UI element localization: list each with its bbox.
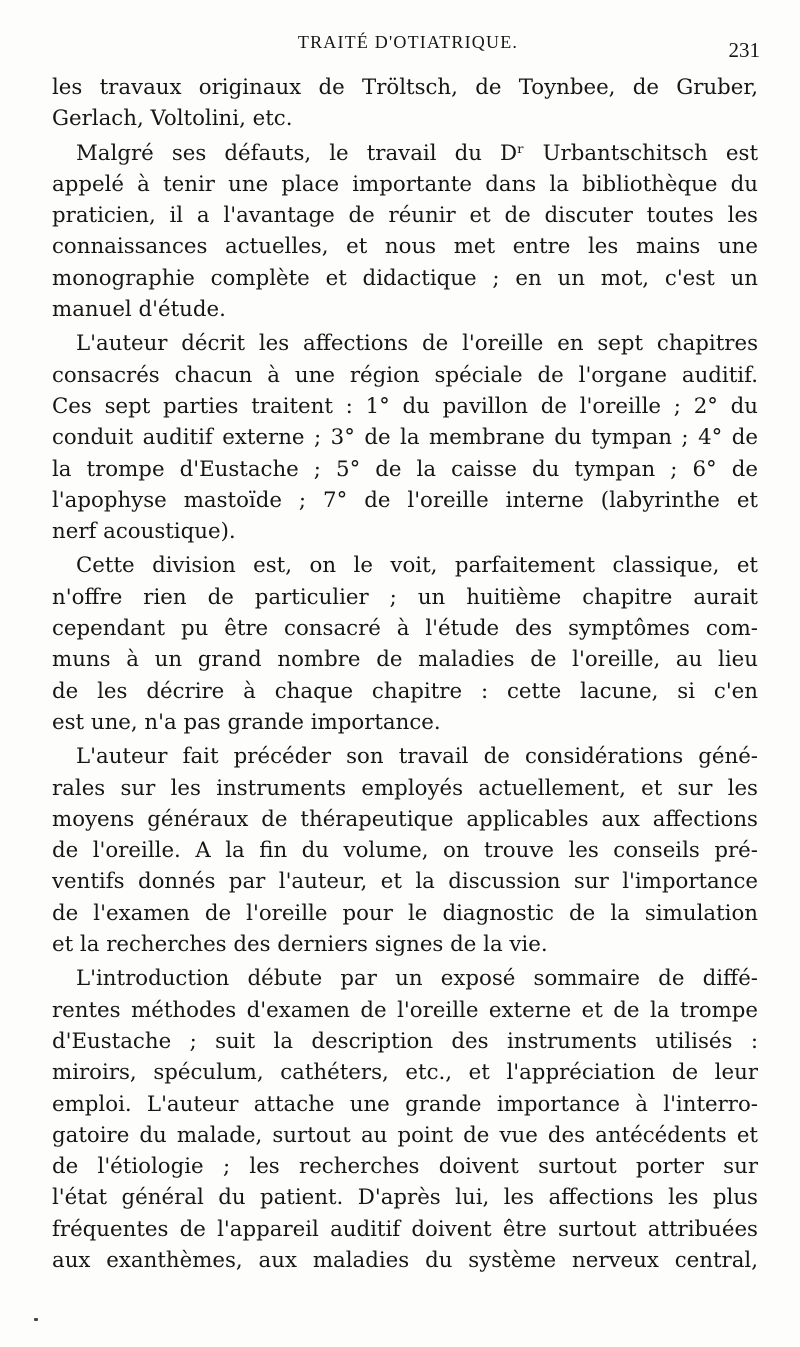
text-line: muns à un grand nombre de maladies de l'oreille, au lieu (52, 647, 758, 673)
text-line: appelé à tenir une place importante dans la bibliothèque du (52, 171, 758, 197)
text-line: l'apophyse mastoïde ; 7° de l'oreille interne (labyrinthe et (52, 487, 758, 513)
text-line: les travaux originaux de Tröltsch, de Toynbee, de Gruber, (52, 75, 758, 100)
text-line: Ces sept parties traitent : 1° du pavillon de l'oreille ; 2° du (52, 393, 758, 419)
paragraph (52, 550, 758, 738)
page-number: 231 (728, 38, 760, 62)
text-line: de les décrire à chaque chapitre : cette lacune, si c'en (52, 678, 758, 704)
text-line: est une, n'a pas grande importance. (52, 709, 441, 735)
text-line: L'auteur fait précéder son travail de considérations géné- (76, 744, 758, 770)
text-line: moyens généraux de thérapeutique applicables aux affections (52, 806, 758, 832)
paragraph (52, 72, 758, 135)
text-line: rales sur les instruments employés actuellement, et sur les (52, 775, 758, 801)
text-line: aux exanthèmes, aux maladies du système nerveux central, (52, 1247, 758, 1273)
text-line: cependant pu être consacré à l'étude des symptômes com- (52, 616, 758, 642)
paragraph (52, 741, 758, 960)
text-line: Cette division est, on le voit, parfaitement classique, et (76, 553, 758, 579)
body-text (52, 72, 758, 1276)
text-line: et la recherches des derniers signes de la vie. (52, 932, 548, 958)
text-line: praticien, il a l'avantage de réunir et de discuter toutes les (52, 203, 758, 229)
text-line: l'état général du patient. D'après lui, les affections les plus (52, 1185, 758, 1211)
text-line: fréquentes de l'appareil auditif doivent être surtout attribuées (52, 1216, 758, 1242)
text-line: de l'oreille. A la fin du volume, on trouve les conseils pré- (52, 838, 758, 864)
running-head: TRAITÉ D'OTIATRIQUE. (297, 32, 519, 52)
text-line: rentes méthodes d'examen de l'oreille externe et de la trompe (52, 997, 758, 1023)
print-speck (34, 1318, 38, 1321)
text-line: Malgré ses défauts, le travail du Dʳ Urbantschitsch est (76, 140, 758, 166)
text-line: consacrés chacun à une région spéciale de l'organe auditif. (52, 362, 758, 388)
text-line: nerf acoustique). (52, 519, 236, 545)
text-line: Gerlach, Voltolini, etc. (52, 106, 293, 132)
text-line: gatoire du malade, surtout au point de vue des antécédents et (52, 1122, 758, 1148)
paragraph (52, 138, 758, 326)
text-line: la trompe d'Eustache ; 5° de la caisse du tympan ; 6° de (52, 456, 758, 482)
text-line: L'auteur décrit les affections de l'oreille en sept chapitres (76, 331, 758, 357)
paragraph (52, 328, 758, 547)
text-line: de l'étiologie ; les recherches doivent surtout porter sur (52, 1154, 758, 1180)
text-line: manuel d'étude. (52, 297, 226, 323)
paragraph (52, 963, 758, 1276)
text-line: n'offre rien de particulier ; un huitième chapitre aurait (52, 584, 758, 610)
text-line: monographie complète et didactique ; en un mot, c'est un (52, 265, 758, 291)
text-line: de l'examen de l'oreille pour le diagnostic de la simulation (52, 900, 758, 926)
text-line: L'introduction débute par un exposé sommaire de diffé- (76, 966, 758, 992)
page-header (52, 32, 764, 66)
text-line: conduit auditif externe ; 3° de la membrane du tympan ; 4° de (52, 425, 758, 451)
text-line: miroirs, spéculum, cathéters, etc., et l'appréciation de leur (52, 1060, 758, 1086)
text-line: emploi. L'auteur attache une grande importance à l'interro- (52, 1091, 758, 1117)
text-line: ventifs donnés par l'auteur, et la discussion sur l'importance (52, 869, 758, 895)
text-line: d'Eustache ; suit la description des instruments utilisés : (52, 1028, 758, 1054)
text-line: connaissances actuelles, et nous met entre les mains une (52, 234, 758, 260)
